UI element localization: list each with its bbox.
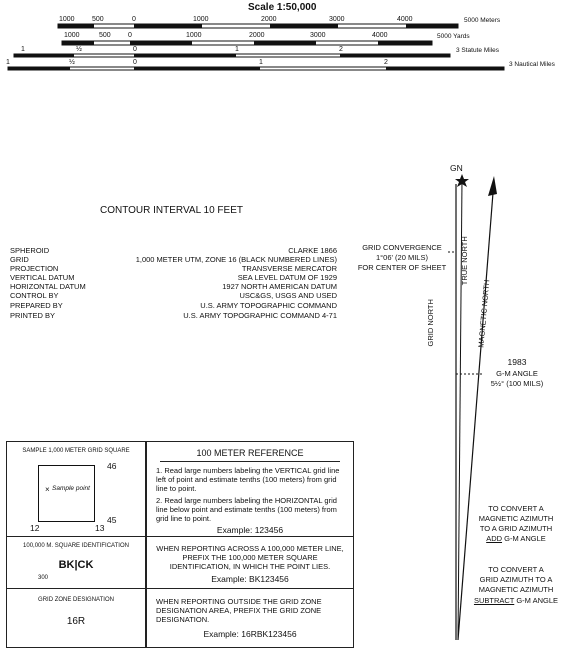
scale-statute-label-1: ½ [76,46,82,53]
map-info-value: U.S. ARMY TOPOGRAPHIC COMMAND [200,301,337,310]
square-id-sub: 300 [38,575,49,581]
grid-number-12: 12 [30,523,40,533]
map-info-label: PRINTED BY [10,311,56,320]
scale-title: Scale 1:50,000 [248,2,317,13]
grid-north-label: GRID NORTH [425,299,435,347]
square-id-title: 100,000 M. SQUARE IDENTIFICATION [23,543,129,549]
convert1-tail: G-M ANGLE [504,534,546,543]
grid-convergence-line-2: 1°06' (20 MILS) [376,253,428,262]
scale-nautical-label-3: 1 [259,59,263,66]
square-id: BK|CK [58,559,94,571]
scale-nautical-label-4: 2 [384,59,388,66]
reference-example-3: Example: 16RBK123456 [203,629,297,639]
reference-title: 100 METER REFERENCE [196,448,304,458]
scale-yards-label-6: 4000 [372,32,388,39]
scale-yards-label-1: 500 [99,32,111,39]
scale-nautical-label-2: 0 [133,59,137,66]
reference-step-1: 1. Read large numbers labeling the VERTICAL grid line left of point and estimate tenths (100 meters) from grid line to point. [156,466,340,493]
grid-panel-divider-2 [6,588,146,589]
scale-meters-label-1: 500 [92,16,104,23]
scale-nautical-unit: 3 Nautical Miles [509,61,555,68]
scale-statute-unit: 3 Statute Miles [456,47,499,54]
map-info-label: VERTICAL DATUM [10,273,75,282]
reference-outside-text: WHEN REPORTING OUTSIDE THE GRID ZONE DESIGNATION AREA, PREFIX THE GRID ZONE DESIGNATION. [156,597,322,624]
map-info-label: CONTROL BY [10,291,59,300]
map-info-label: SPHEROID [10,246,50,255]
reference-divider-2 [146,588,354,589]
scale-yards-label-4: 2000 [249,32,265,39]
sample-point-label: Sample point [52,485,90,492]
scale-nautical-label-1: ½ [69,59,75,66]
map-info-value: U.S. ARMY TOPOGRAPHIC COMMAND 4-71 [183,311,337,320]
convert2-line-3: MAGNETIC AZIMUTH [478,585,554,594]
reference-step-2: 2. Read large numbers labeling the HORIZONTAL grid line below point and estimate tenths (100 meters) from grid line to point. [156,496,337,523]
scale-meters-label-0: 1000 [59,16,75,23]
convert1-line-2: MAGNETIC AZIMUTH [478,514,554,523]
scale-meters-unit: 5000 Meters [464,17,501,24]
gzd-value: 16R [66,616,86,627]
contour-interval: CONTOUR INTERVAL 10 FEET [100,205,243,216]
convert2-tail: G-M ANGLE [516,596,559,605]
scale-nautical-label-0: 1 [6,59,10,66]
convert1-add: ADD [486,534,503,543]
magnetic-north-label: MAGNETIC NORTH [476,279,492,349]
scale-statute-label-3: 1 [235,46,239,53]
convert2-line-4 [466,597,566,605]
map-info-label: GRID [10,255,29,264]
scale-statute-label-4: 2 [339,46,343,53]
scale-meters-label-6: 4000 [397,16,413,23]
reference-example-1: Example: 123456 [216,525,284,535]
grid-panel-divider-1 [6,536,146,537]
grid-number-13: 13 [95,523,105,533]
map-info-value: 1,000 METER UTM, ZONE 16 (BLACK NUMBERED LINES) [135,255,337,264]
map-info-value: SEA LEVEL DATUM OF 1929 [237,273,337,282]
scale-yards-label-3: 1000 [186,32,202,39]
scale-statute-label-0: 1 [21,46,25,53]
reference-divider-1 [146,536,354,537]
gzd-title: GRID ZONE DESIGNATION [38,597,114,603]
map-info-value: TRANSVERSE MERCATOR [241,264,337,273]
gn-label: GN [450,163,463,173]
reference-title-rule [160,461,340,462]
grid-number-46: 46 [107,461,117,471]
map-info-value: CLARKE 1866 [288,246,337,255]
map-info-label: PREPARED BY [10,301,63,310]
scale-yards-label-5: 3000 [310,32,326,39]
map-info-label: PROJECTION [10,264,59,273]
reference-across-text: WHEN REPORTING ACROSS A 100,000 METER LINE, PREFIX THE 100,000 METER SQUARE IDENTIFICATION, IN WHICH THE POINT LIES. [156,544,344,571]
convert2-subtract: SUBTRACT [473,596,515,605]
convert1-line-4 [466,535,566,543]
gm-angle-value: 5½° (100 MILS) [490,379,544,388]
gm-angle-year: 1983 [507,357,527,367]
convert1-line-3: TO A GRID AZIMUTH [479,524,553,533]
sample-grid-title: SAMPLE 1,000 METER GRID SQUARE [22,448,130,454]
convert2-line-2: GRID AZIMUTH TO A [479,575,553,584]
true-north-label: TRUE NORTH [459,236,469,286]
map-info-value: USC&GS, USGS AND USED [239,291,337,300]
grid-convergence-line-1: GRID CONVERGENCE [362,243,442,252]
gm-angle-title: G-M ANGLE [496,369,538,378]
scale-yards-unit: 5000 Yards [437,33,470,40]
grid-number-45: 45 [107,515,117,525]
scale-yards-label-2: 0 [128,32,132,39]
grid-convergence-line-3: FOR CENTER OF SHEET [357,263,447,272]
sample-point-marker: × [45,485,50,494]
reference-example-2: Example: BK123456 [211,574,289,584]
scale-meters-label-5: 3000 [329,16,345,23]
scale-statute-label-2: 0 [133,46,137,53]
map-info-label: HORIZONTAL DATUM [10,282,86,291]
scale-yards-label-0: 1000 [64,32,80,39]
scale-meters-label-4: 2000 [261,16,277,23]
convert1-line-1: TO CONVERT A [488,504,544,513]
convert2-line-1: TO CONVERT A [488,565,544,574]
scale-meters-label-3: 1000 [193,16,209,23]
scale-meters-label-2: 0 [132,16,136,23]
map-info-value: 1927 NORTH AMERICAN DATUM [222,282,337,291]
